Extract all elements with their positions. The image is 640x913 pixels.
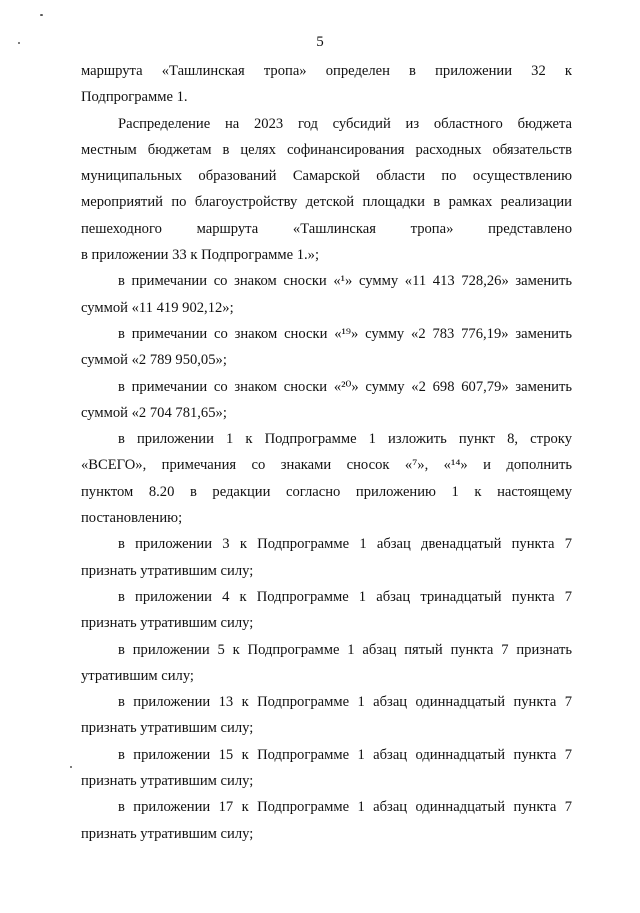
text-line: в приложении 1 к Подпрограмме 1 изложить пункт 8, строку: [118, 431, 572, 448]
text-line: суммой «2 789 950,05»;: [81, 352, 227, 369]
text-line: в приложении 15 к Подпрограмме 1 абзац одиннадцатый пункта 7: [118, 746, 572, 763]
text-line: признать утратившим силу;: [81, 720, 254, 737]
text-line: в примечании со знаком сноски «¹» сумму «11 413 728,26» заменить: [118, 273, 572, 290]
text-line: в приложении 4 к Подпрограмме 1 абзац тринадцатый пункта 7: [118, 588, 572, 605]
paragraph: [81, 689, 572, 742]
text-line: в приложении 13 к Подпрограмме 1 абзац одиннадцатый пункта 7: [118, 694, 572, 711]
text-line: в примечании со знаком сноски «¹⁹» сумму «2 783 776,19» заменить: [118, 325, 572, 342]
paragraph: [81, 321, 572, 374]
text-line: пунктом 8.20 в редакции согласно приложению 1 к настоящему: [81, 483, 572, 500]
text-line: маршрута «Ташлинская тропа» определен в приложении 32 к: [81, 63, 572, 79]
text-line: суммой «2 704 781,65»;: [81, 404, 227, 421]
text-line: в приложении 17 к Подпрограмме 1 абзац одиннадцатый пункта 7: [118, 799, 572, 816]
text-line: утратившим силу;: [81, 667, 194, 684]
page-number: 5: [316, 34, 324, 50]
text-line: в приложении 33 к Подпрограмме 1.»;: [81, 247, 319, 264]
scan-mark: [70, 766, 72, 768]
text-line: признать утратившим силу;: [81, 825, 254, 842]
paragraph: [81, 531, 572, 584]
paragraph: [81, 584, 572, 637]
scan-mark: [40, 14, 43, 16]
text-line: муниципальных образований Самарской области по осуществлению: [81, 168, 572, 185]
text-line: признать утратившим силу;: [81, 615, 254, 632]
text-line: местным бюджетам в целях софинансирования расходных обязательств: [81, 141, 572, 158]
text-line: в примечании со знаком сноски «²⁰» сумму «2 698 607,79» заменить: [118, 378, 572, 395]
paragraph: [81, 111, 572, 269]
text-line: мероприятий по благоустройству детской площадки в рамках реализации: [81, 194, 572, 211]
text-line: в приложении 3 к Подпрограмме 1 абзац двенадцатый пункта 7: [118, 536, 572, 553]
text-line: в приложении 5 к Подпрограмме 1 абзац пятый пункта 7 признать: [118, 641, 572, 658]
paragraph: [81, 794, 572, 847]
paragraph: [81, 426, 572, 531]
paragraph: [81, 268, 572, 321]
paragraph: [81, 58, 572, 111]
paragraph: [81, 637, 572, 690]
text-line: Распределение на 2023 год субсидий из областного бюджета: [118, 115, 572, 132]
paragraph: [81, 742, 572, 795]
text-line: «ВСЕГО», примечания со знаками сносок «⁷», «¹⁴» и дополнить: [81, 457, 572, 474]
text-line: Подпрограмме 1.: [81, 89, 188, 106]
text-line: признать утратившим силу;: [81, 562, 254, 579]
text-line: постановлению;: [81, 510, 183, 527]
document-body: [81, 58, 572, 847]
paragraph: [81, 374, 572, 427]
text-line: суммой «11 419 902,12»;: [81, 299, 234, 316]
text-line: пешеходного маршрута «Ташлинская тропа» представлено: [81, 220, 572, 237]
text-line: признать утратившим силу;: [81, 773, 254, 790]
